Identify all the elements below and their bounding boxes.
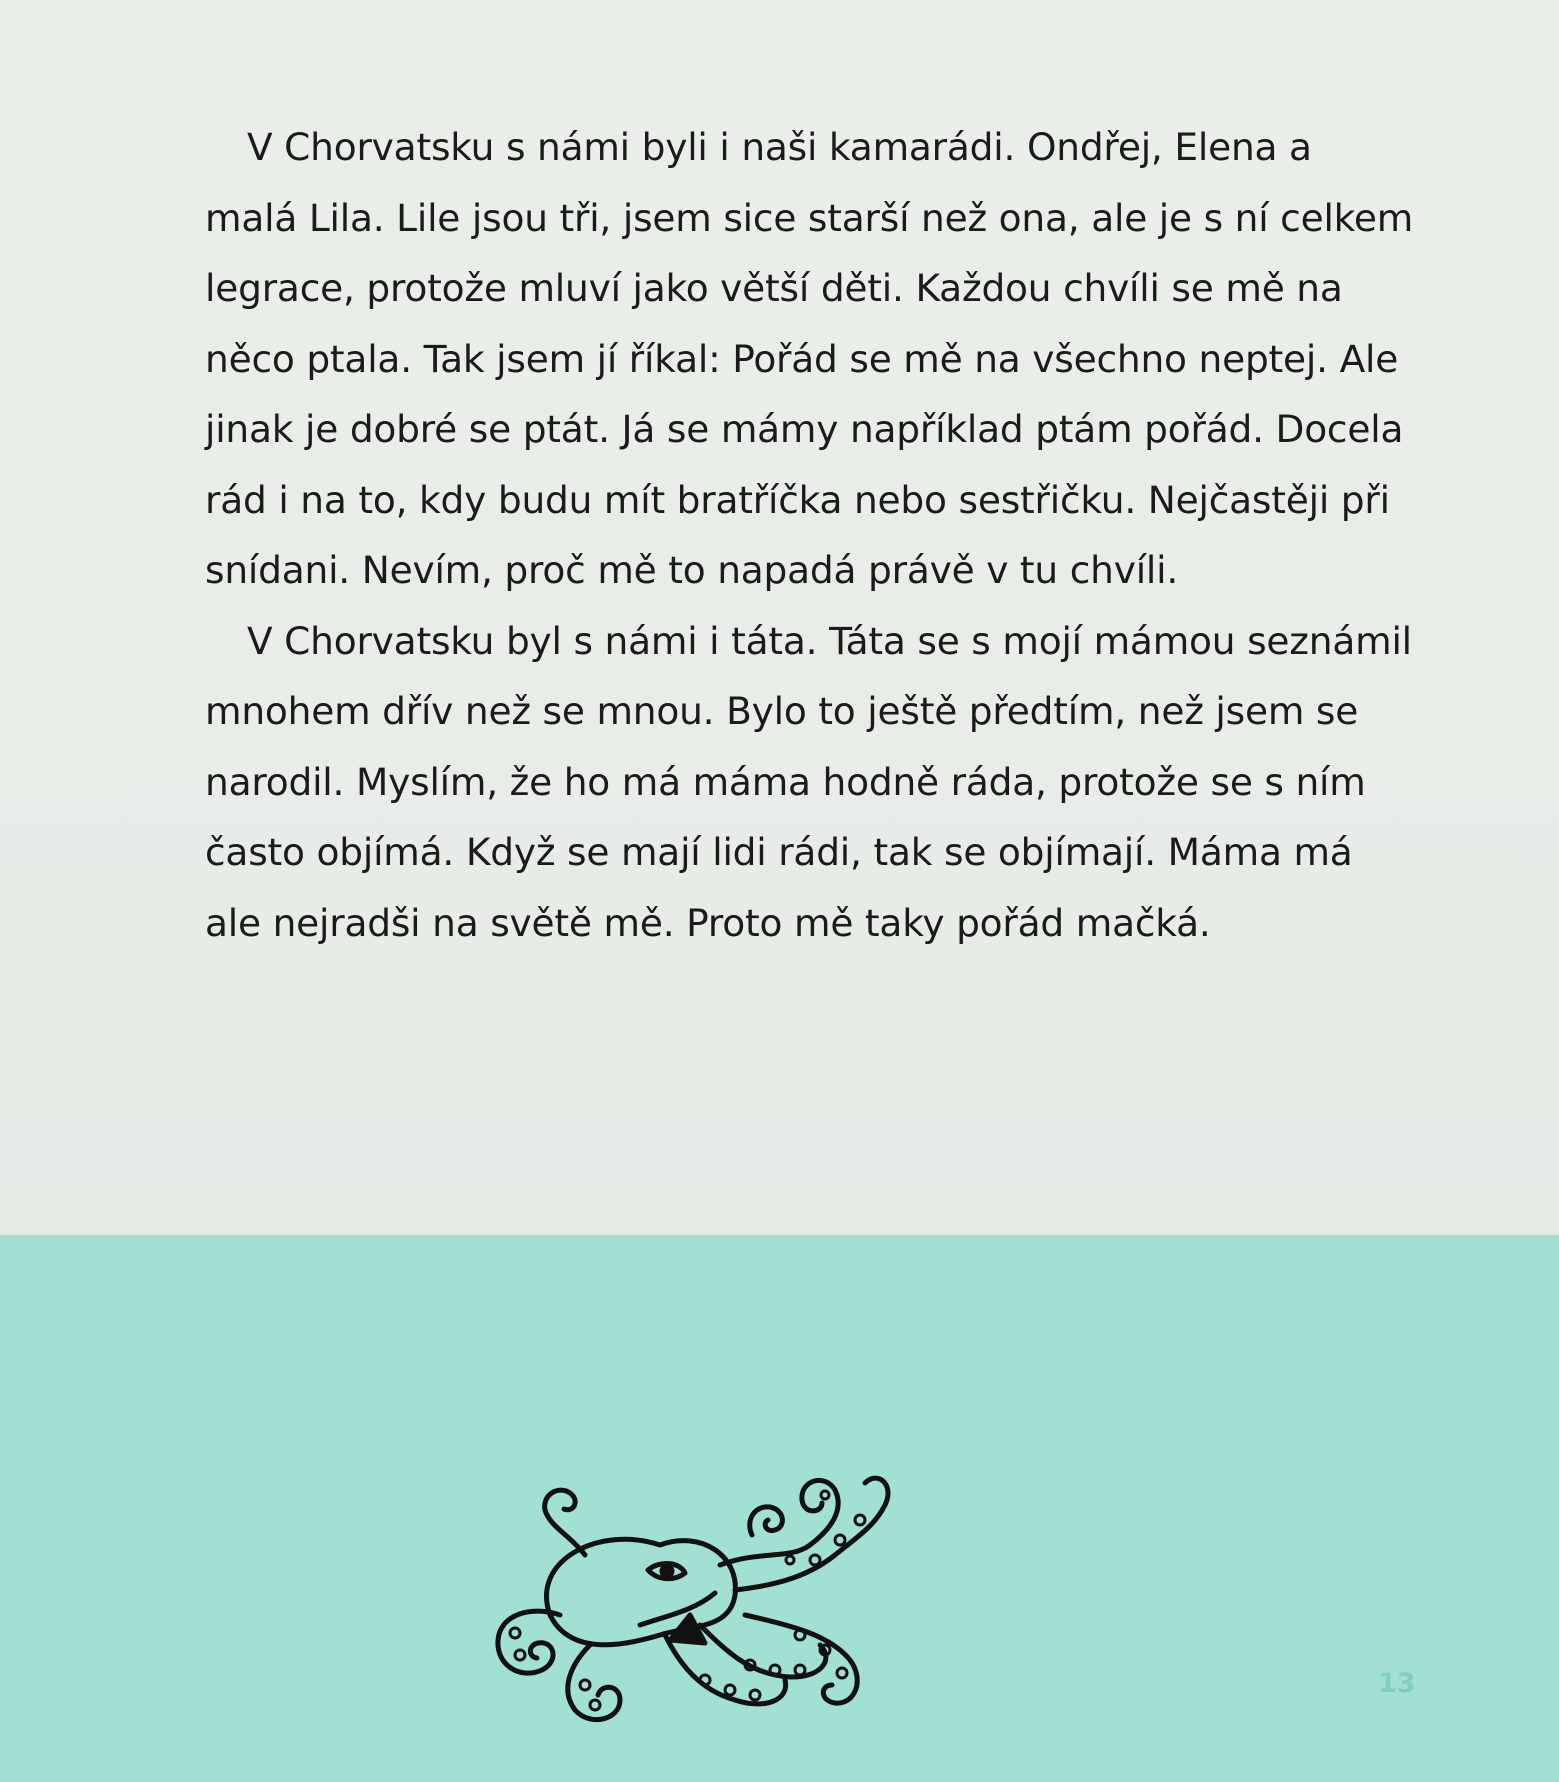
paragraph-1: V Chorvatsku s námi byli i naši kamarádi. Ondřej, Elena a malá Lila. Lile jsou tři, jsem sice starší než ona, ale je s ní celkem legrace, protože mluví jako větší děti. Každou chvíli se mě na něco ptala. Tak jsem jí říkal: Pořád se mě na všechno neptej. Ale jinak je dobré se ptát. Já se mámy například ptám pořád. Docela rád i na to, kdy budu mít bratříčka nebo sestřičku. Nejčastěji při snídani. Nevím, proč mě to napadá právě v tu chvíli. <box>205 125 1414 592</box>
paragraph-2: V Chorvatsku byl s námi i táta. Táta se s mojí mámou seznámil mnohem dřív než se mnou. Bylo to ještě předtím, než jsem se narodil. Myslím, že ho má máma hodně ráda, protože se s ním často objímá. Když se mají lidi rádi, tak se objímají. Máma má ale nejradši na světě mě. Proto mě taky pořád mačká. <box>205 618 1412 945</box>
page-number: 13 <box>1378 1668 1416 1699</box>
octopus-illustration <box>490 1465 950 1725</box>
story-text <box>205 112 1415 958</box>
